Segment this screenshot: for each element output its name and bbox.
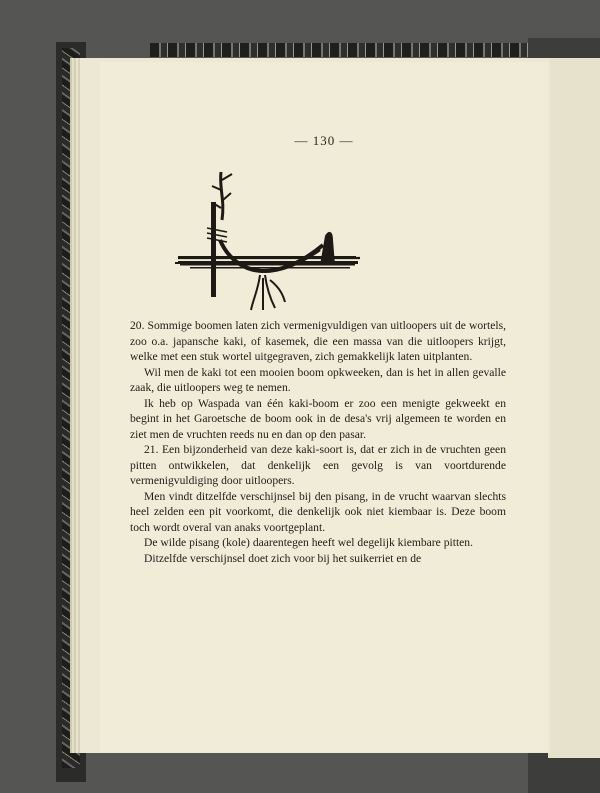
- page-number: — 130 —: [294, 133, 354, 148]
- marbled-top-band: [150, 43, 530, 57]
- page-body-text: [130, 318, 506, 566]
- paragraph-7: Ditzelfde verschijnsel doet zich voor bij het suikerriet en de: [144, 551, 422, 565]
- adjacent-page: [548, 58, 600, 758]
- paragraph-4: 21. Een bijzonderheid van deze kaki-soort is, dat er zich in de vruchten geen pitten ontwikkelen, dat denkelijk een gevolg is van voortdurende vermenigvuldiging door uitloopers.: [130, 443, 506, 487]
- paragraph-6: De wilde pisang (kole) daarentegen heeft wel degelijk kiembare pitten.: [144, 536, 474, 549]
- paragraph-2: Wil men de kaki tot een mooien boom opkweeken, dan is het in allen gevalle zaak, die uitloopers weg te nemen.: [130, 365, 506, 394]
- grafted-plant-illustration-icon: [175, 165, 365, 315]
- marbled-cover: [62, 48, 80, 768]
- paragraph-3: Ik heb op Waspada van één kaki-boom er zoo een menigte gekweekt en begint in het Garoetsche de boom ook in de desa's vrij algemeen te worden en ziet men de vruchten reeds nu en dan op den pasar.: [130, 396, 506, 441]
- paragraph-5: Men vindt ditzelfde verschijnsel bij den pisang, in de vrucht waarvan slechts heel zelden een pit voorkomt, die denkelijk ook niet kiembaar is. Deze boom toch wordt overal van anaks voortgeplant.: [130, 489, 506, 534]
- paragraph-1: 20. Sommige boomen laten zich vermenigvuldigen van uitloopers uit de wortels, zoo o.a. japansche kaki, of kasemek, die een massa van die uitloopers krijgt, welke met een stuk wortel uitgegraven, zich gemakkelijk laten uitplanten.: [130, 319, 506, 363]
